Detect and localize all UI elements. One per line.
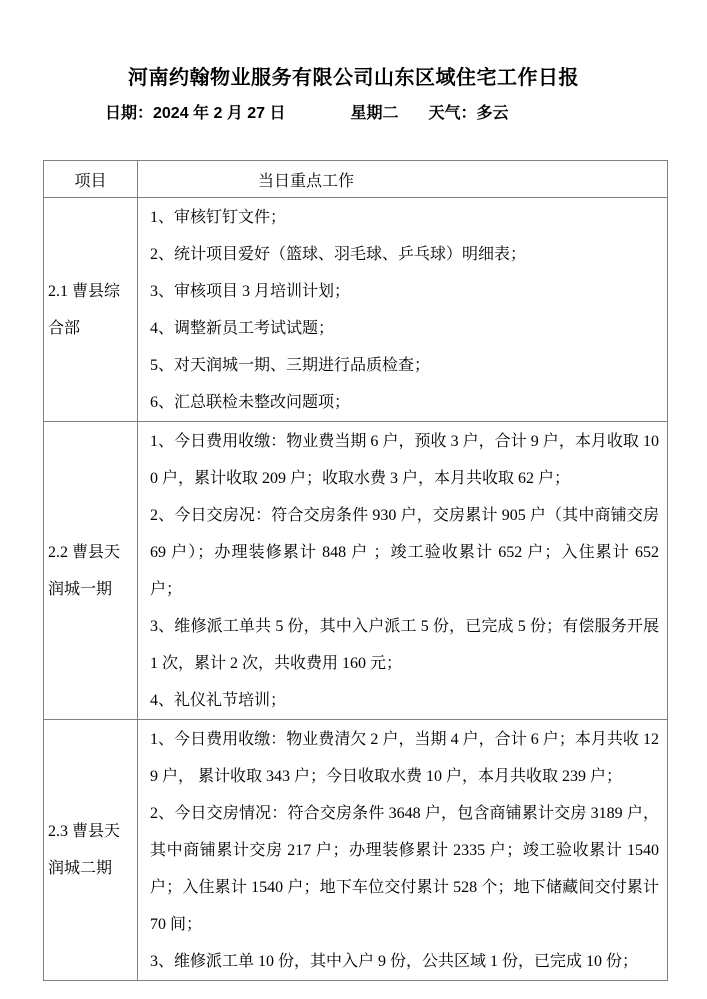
work-cell-2-3 (138, 720, 668, 981)
work-item: 3、维修派工单共 5 份，其中入户派工 5 份，已完成 5 份；有偿服务开展 1 次，累计 2 次，共收费用 160 元； (150, 618, 659, 672)
page-title: 河南约翰物业服务有限公司山东区域住宅工作日报 (128, 67, 579, 89)
meta-line (105, 102, 707, 126)
work-item: 1、审核钉钉文件； (150, 209, 287, 226)
work-cell-2-1 (138, 198, 668, 422)
work-item: 3、维修派工单 10 份，其中入户 9 份，公共区域 1 份，已完成 10 份； (150, 953, 639, 970)
work-item: 1、今日费用收缴：物业费当期 6 户，预收 3 户，合计 9 户，本月收取 100 户，累计收取 209 户；收取水费 3 户，本月共收取 62 户； (150, 433, 659, 487)
work-item: 5、对天润城一期、三期进行品质检查； (150, 357, 431, 374)
weekday-text: 星期二 (350, 105, 399, 122)
project-cell-2-1: 2.1 曹县综合部 (44, 198, 138, 422)
table-row-section-2-2 (44, 422, 668, 720)
work-item: 2、今日交房情况：符合交房条件 3648 户，包含商铺累计交房 3189 户，其中商铺累计交房 217 户；办理装修累计 2335 户；竣工验收累计 1540 户；入住累计 1540 户；地下车位交付累计 528 个；地下储藏间交付累计 70 间； (150, 805, 659, 933)
column-header-project: 项目 (44, 161, 138, 198)
table-header-row (44, 161, 668, 198)
report-table (43, 160, 668, 981)
work-cell-2-2 (138, 422, 668, 720)
column-header-work: 当日重点工作 (138, 161, 668, 198)
table-row-section-2-1 (44, 198, 668, 422)
project-cell-2-2: 2.2 曹县天润城一期 (44, 422, 138, 720)
work-item: 4、礼仪礼节培训； (150, 692, 287, 709)
work-item: 2、今日交房况：符合交房条件 930 户，交房累计 905 户（其中商铺交房 69 户）；办理装修累计 848 户 ；竣工验收累计 652 户；入住累计 652 户； (150, 507, 659, 598)
date-text: 日期：2024 年 2 月 27 日 (105, 105, 286, 122)
work-item: 2、统计项目爱好（篮球、羽毛球、乒乓球）明细表； (150, 246, 527, 263)
work-item: 3、审核项目 3 月培训计划； (150, 283, 351, 300)
project-cell-2-3: 2.3 曹县天润城二期 (44, 720, 138, 981)
work-item: 6、汇总联检未整改问题项； (150, 394, 351, 411)
table-row-section-2-3 (44, 720, 668, 981)
work-item: 4、调整新员工考试试题； (150, 320, 335, 337)
work-item: 1、今日费用收缴：物业费清欠 2 户，当期 4 户，合计 6 户；本月共收 129 户， 累计收取 343 户；今日收取水费 10 户，本月共收取 239 户； (150, 731, 659, 785)
weather-text: 天气：多云 (428, 105, 509, 122)
